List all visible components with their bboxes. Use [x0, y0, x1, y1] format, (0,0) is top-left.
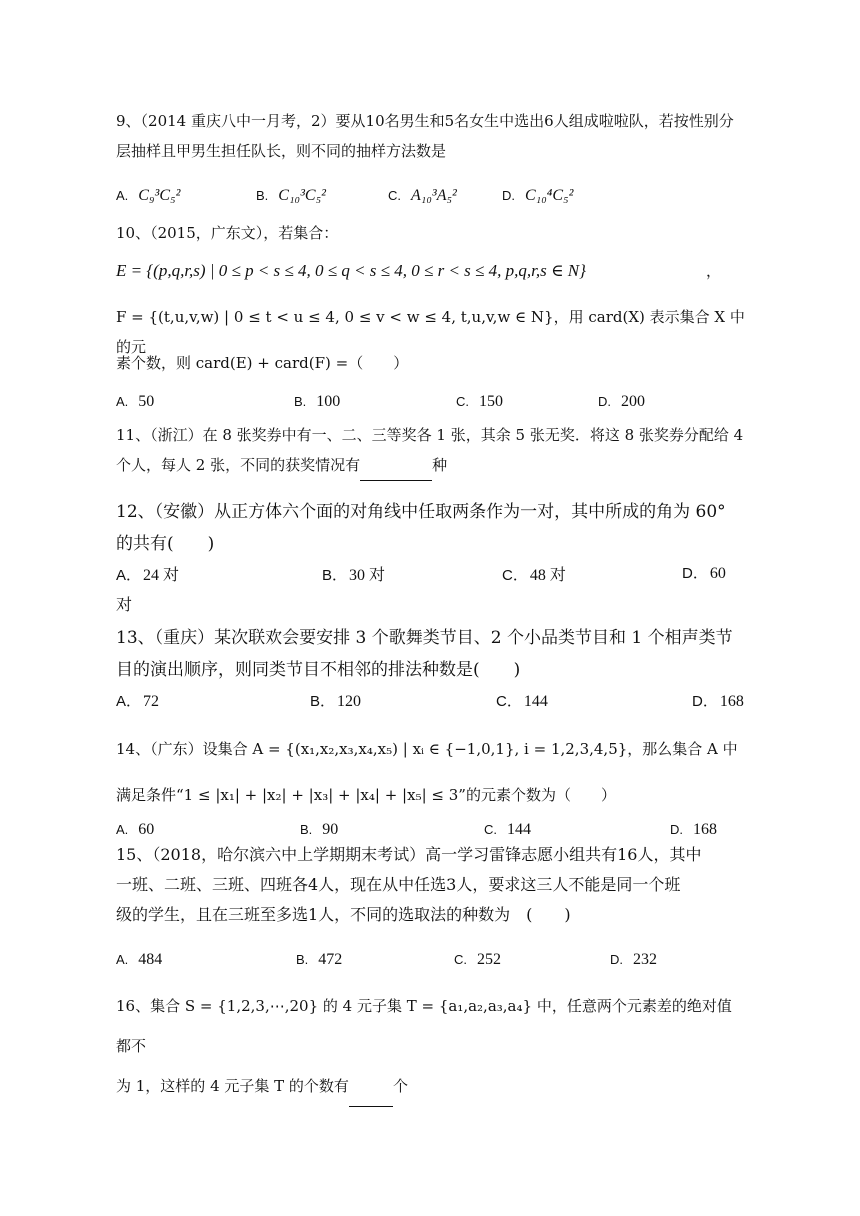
question-text-line: 9、（2014 重庆八中一月考，2）要从10名男生和5名女生中选出6人组成啦啦队，若按性别分 — [116, 112, 734, 130]
question-10 — [116, 218, 746, 248]
option-a: A. 484 — [116, 951, 163, 968]
options-10 — [116, 392, 756, 418]
set-e-definition: E = {(p,q,r,s) | 0 ≤ p < s ≤ 4, 0 ≤ q < s ≤ 4, 0 ≤ r < s ≤ 4, p,q,r,s ∈ N} — [116, 261, 586, 280]
question-14: 14、（广东）设集合 A = {(x₁,x₂,x₃,x₄,x₅) | xᵢ ∈ {−1,0,1}, i = 1,2,3,4,5}，那么集合 A 中 满足条件“1 ≤ |x₁| + |x₂| + |x₃| + |x₄| + |x₅| ≤ 3”的元素个数为（ ） — [116, 740, 738, 804]
options-9 — [116, 186, 756, 212]
option-d-wrap: 对 — [116, 595, 133, 614]
option-d: D． 60 — [682, 565, 726, 582]
question-text-line: 素个数，则 card(E) + card(F) =（ ） — [116, 354, 409, 372]
option-b: B． 120 — [310, 693, 362, 710]
question-13: 13、（重庆）某次联欢会要安排 3 个歌舞类节目、2 个小品类节目和 1 个相声类节 目的演出顺序，则同类节目不相邻的排法种数是( ) — [116, 628, 733, 680]
option-c: C. 144 — [484, 821, 531, 838]
option-b: B. 472 — [296, 951, 343, 968]
question-text-line: 层抽样且甲男生担任队长，则不同的抽样方法数是 — [116, 142, 447, 160]
option-b: B. 90 — [300, 821, 339, 838]
option-d: D. 232 — [610, 951, 657, 968]
option-b: B． 30 对 — [322, 567, 386, 584]
set-f-definition: F = {(t,u,v,w) | 0 ≤ t < u ≤ 4, 0 ≤ v < w ≤ 4, t,u,v,w ∈ N}，用 card(X) 表示集合 X 中的元 — [116, 308, 745, 356]
option-c: C． 144 — [496, 693, 548, 710]
option-d: D． 168 — [692, 693, 744, 710]
question-9 — [116, 106, 746, 166]
option-a: A． 24 对 — [116, 567, 180, 584]
option-b: B. C₁₀³C₅² — [256, 187, 326, 204]
option-a: A. C₉³C₅² — [116, 187, 181, 204]
question-15: 15、（2018，哈尔滨六中上学期期末考试）高一学习雷锋志愿小组共有16人，其中 一班、二班、三班、四班各4人，现在从中任选3人，要求这三人不能是同一个班 级的学生，且在三班至多选1人，不同的选取法的种数为 ( ) — [116, 845, 702, 924]
option-c: C. 252 — [454, 951, 501, 968]
options-13 — [116, 690, 756, 716]
answer-blank — [360, 450, 432, 481]
option-c: C. 150 — [456, 393, 503, 410]
option-a: A. 60 — [116, 821, 155, 838]
question-11: 11、（浙江）在 8 张奖券中有一、二、三等奖各 1 张，其余 5 张无奖．将这 8 张奖券分配给 4 个人，每人 2 张，不同的获奖情况有 种 — [116, 420, 746, 481]
option-a: A． 72 — [116, 693, 160, 710]
option-c: C． 48 对 — [502, 567, 566, 584]
question-16: 16、集合 S = {1,2,3,⋯,20} 的 4 元子集 T = {a₁,a₂,a₃,a₄} 中，任意两个元素差的绝对值都不 为 1，这样的 4 元子集 T 的个数有 个 — [116, 986, 746, 1107]
question-12: 12、（安徽）从正方体六个面的对角线中任取两条作为一对，其中所成的角为 60° 的共有( ) — [116, 502, 726, 554]
option-a: A. 50 — [116, 393, 155, 410]
option-d: D. C₁₀⁴C₅² — [502, 187, 574, 204]
option-b: B. 100 — [294, 393, 341, 410]
options-12 — [116, 562, 756, 588]
answer-blank — [349, 1066, 393, 1107]
option-d: D. 200 — [598, 393, 645, 410]
question-text-line: 10、（2015，广东文），若集合： — [116, 224, 339, 242]
comma: ， — [706, 262, 722, 280]
option-c: C. A₁₀³A₅² — [388, 187, 457, 204]
options-15 — [116, 950, 756, 976]
option-d: D. 168 — [670, 821, 717, 838]
